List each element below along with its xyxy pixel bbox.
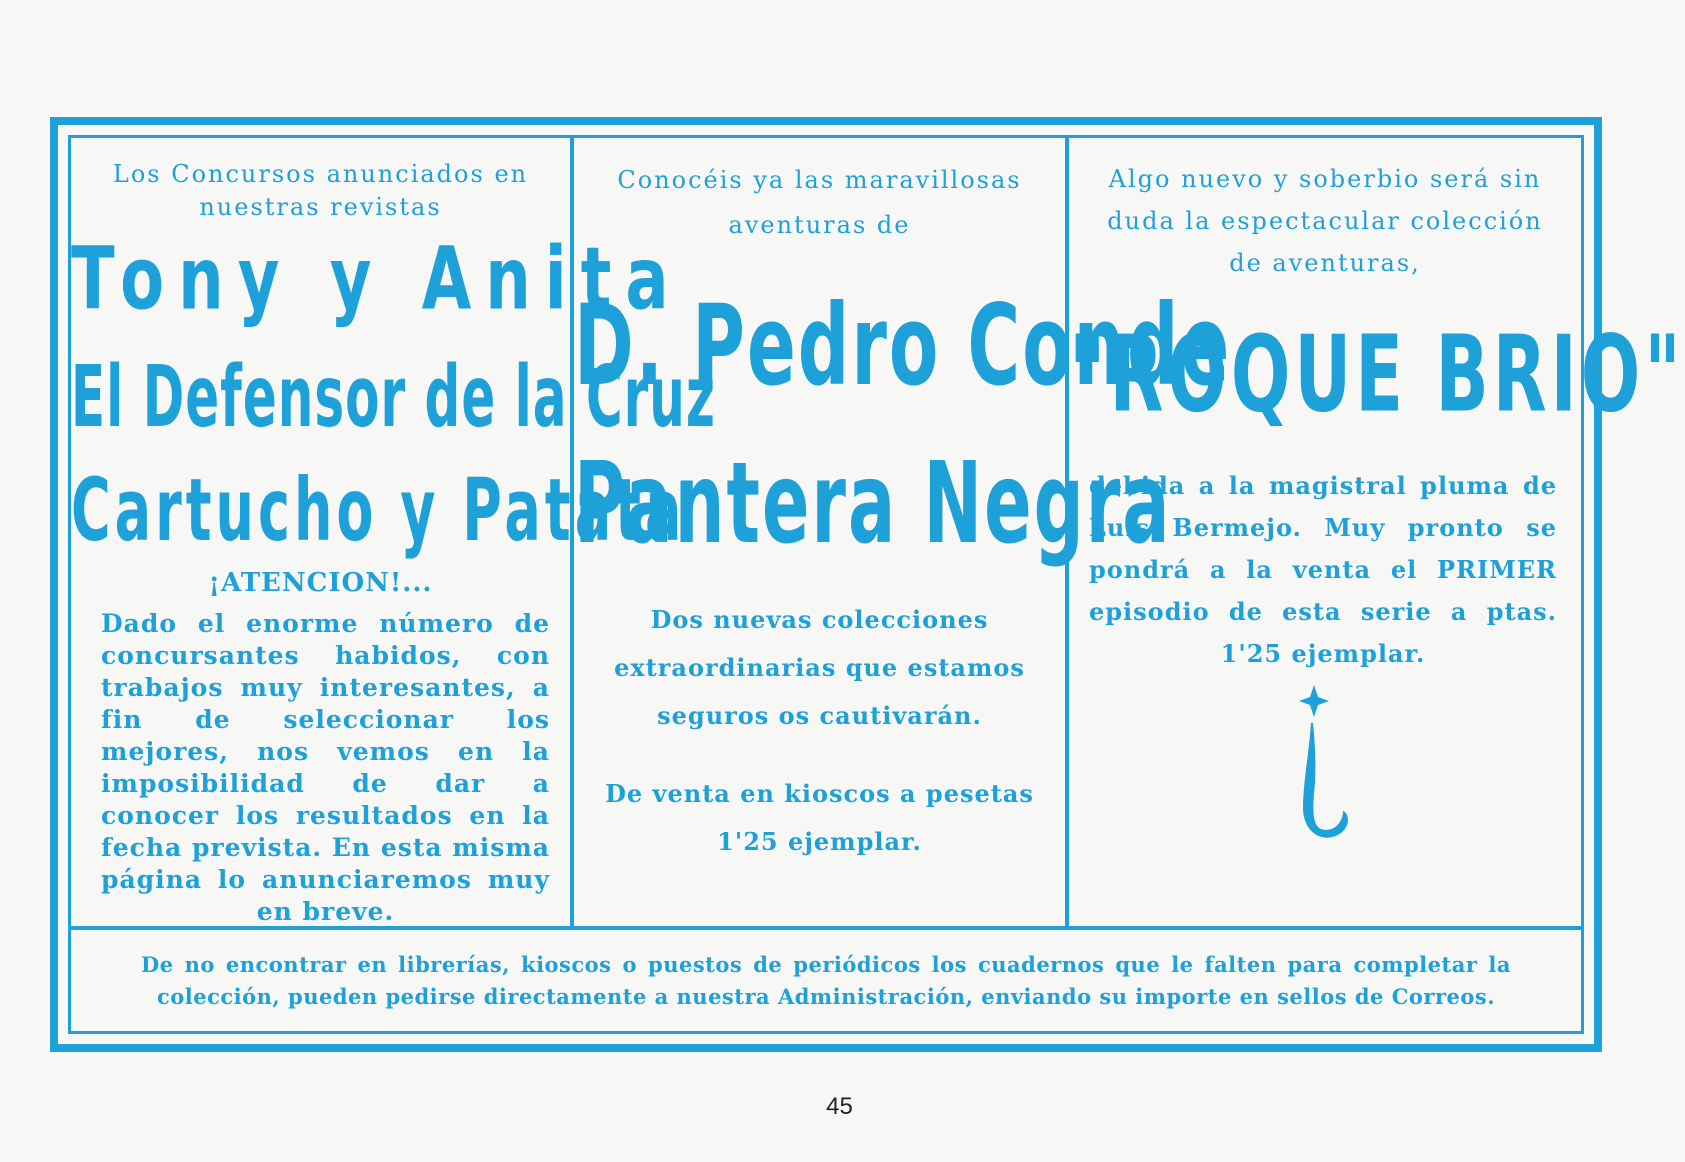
advert-inner-border	[68, 135, 1685, 1034]
title-tony-y-anita: Tony y Anita	[71, 230, 683, 330]
collections-sale: De venta en kioscos a pesetas 1'25 ejemplar.	[605, 779, 1034, 856]
column-new-collections	[574, 138, 1232, 926]
roque-body: debida a la magistral pluma de Luis Bermejo. Muy pronto se pondrá a la venta el PRIMER episodio de esta serie a ptas. 1'25 ejemplar.	[1089, 471, 1557, 668]
collections-body: Dos nuevas colecciones extraordinarias que estamos seguros os cautivarán.	[614, 605, 1025, 730]
collections-intro: Conocéis ya las maravillosas aventuras de	[617, 166, 1022, 239]
ornament-icon	[1269, 683, 1359, 853]
contests-body: Dado el enorme número de concursantes habidos, con trabajos muy interesantes, a fin de seleccionar los mejores, nos vemos en la imposibilidad de dar a conocer los resultados en la fecha prevista. En esta misma página lo anunciaremos muy en breve.	[101, 609, 550, 926]
footer-notice	[71, 930, 1581, 1031]
footer-text: De no encontrar en librerías, kioscos o puestos de periódicos los cuadernos que le falten para completar la colección, pueden pedirse directamente a nuestra Administración, enviando su importe en sellos de Correos.	[141, 951, 1511, 1009]
atencion-heading: ¡ATENCION!...	[208, 568, 433, 598]
contests-intro: Los Concursos anunciados en nuestras revistas	[112, 160, 529, 221]
advert-columns	[71, 138, 1685, 930]
page-number: 45	[826, 1093, 853, 1120]
column-roque-brio	[1069, 138, 1685, 926]
title-cartucho-y-patata: Cartucho y Patata	[71, 460, 686, 561]
title-pantera-negra: Pantera Negra	[574, 438, 1172, 570]
advert-frame	[50, 117, 1685, 1052]
title-el-defensor: El Defensor de la Cruz	[71, 348, 716, 447]
title-pedro-conde: D. Pedro Conde	[574, 280, 1232, 411]
roque-intro: Algo nuevo y soberbio será sin duda la espectacular colección de aventuras,	[1107, 165, 1543, 277]
title-roque-brio: "ROQUE BRIO"	[1069, 313, 1685, 436]
column-contests	[71, 138, 716, 926]
